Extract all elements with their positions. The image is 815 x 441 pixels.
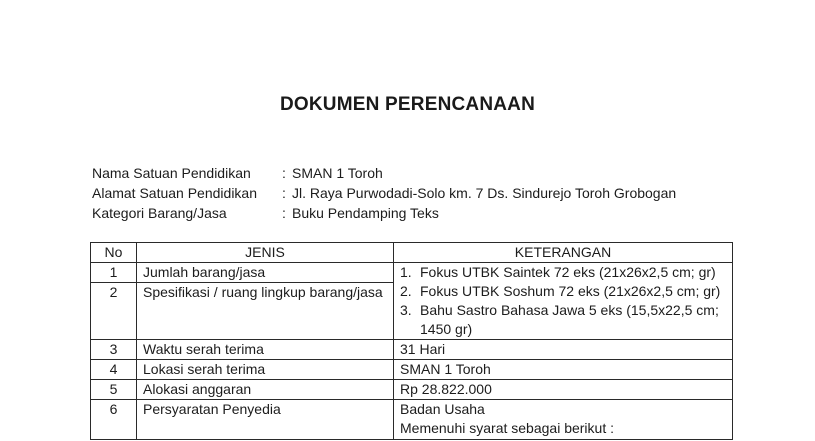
row-jenis: Alokasi anggaran <box>137 380 394 400</box>
row-jenis: Persyaratan Penyedia <box>137 400 394 440</box>
row-no: 1 <box>91 263 137 283</box>
info-section <box>92 163 676 223</box>
list-item <box>400 282 726 301</box>
row-no: 2 <box>91 283 137 340</box>
info-label: Nama Satuan Pendidikan <box>92 165 251 181</box>
row-keterangan-list <box>394 263 733 340</box>
document-title: DOKUMEN PERENCANAAN <box>279 94 536 115</box>
row-jenis: Waktu serah terima <box>137 340 394 360</box>
table-header-row <box>91 243 733 263</box>
keterangan-list <box>400 263 726 339</box>
list-item-text: Bahu Sastro Bahasa Jawa 5 eks (15,5x22,5 cm; 1450 gr) <box>420 302 719 337</box>
info-value: Buku Pendamping Teks <box>292 205 439 221</box>
row-keterangan: SMAN 1 Toroh <box>394 360 733 380</box>
table-row <box>91 360 733 380</box>
info-row-alamat <box>92 183 676 203</box>
list-item-text: Fokus UTBK Saintek 72 eks (21x26x2,5 cm; gr) <box>420 264 716 280</box>
row-keterangan <box>394 400 733 440</box>
list-item <box>400 263 726 282</box>
info-row-kategori <box>92 203 676 223</box>
info-row-nama <box>92 163 676 183</box>
table-row <box>91 340 733 360</box>
table-row <box>91 400 733 440</box>
header-no: No <box>91 243 137 263</box>
info-colon: : <box>282 185 286 201</box>
list-item-text: Fokus UTBK Soshum 72 eks (21x26x2,5 cm; gr) <box>420 283 721 299</box>
planning-table <box>90 242 733 440</box>
table-row <box>91 380 733 400</box>
info-label: Alamat Satuan Pendidikan <box>92 185 257 201</box>
row-no: 3 <box>91 340 137 360</box>
list-item-number: 1. <box>400 264 412 280</box>
row-no: 6 <box>91 400 137 440</box>
row-jenis: Jumlah barang/jasa <box>137 263 394 283</box>
row-jenis: Lokasi serah terima <box>137 360 394 380</box>
row-no: 5 <box>91 380 137 400</box>
row-keterangan: Rp 28.822.000 <box>394 380 733 400</box>
row-jenis: Spesifikasi / ruang lingkup barang/jasa <box>137 283 394 340</box>
list-item-number: 3. <box>400 302 412 318</box>
header-jenis: JENIS <box>137 243 394 263</box>
list-item <box>400 301 726 339</box>
info-label: Kategori Barang/Jasa <box>92 205 227 221</box>
info-colon: : <box>282 205 286 221</box>
info-value: SMAN 1 Toroh <box>292 165 383 181</box>
row-no: 4 <box>91 360 137 380</box>
keterangan-line: Memenuhi syarat sebagai berikut : <box>400 420 614 436</box>
header-keterangan: KETERANGAN <box>394 243 733 263</box>
list-item-number: 2. <box>400 283 412 299</box>
info-colon: : <box>282 165 286 181</box>
row-keterangan: 31 Hari <box>394 340 733 360</box>
info-value: Jl. Raya Purwodadi-Solo km. 7 Ds. Sindurejo Toroh Grobogan <box>292 185 677 201</box>
table-row <box>91 263 733 283</box>
keterangan-line: Badan Usaha <box>400 401 485 417</box>
